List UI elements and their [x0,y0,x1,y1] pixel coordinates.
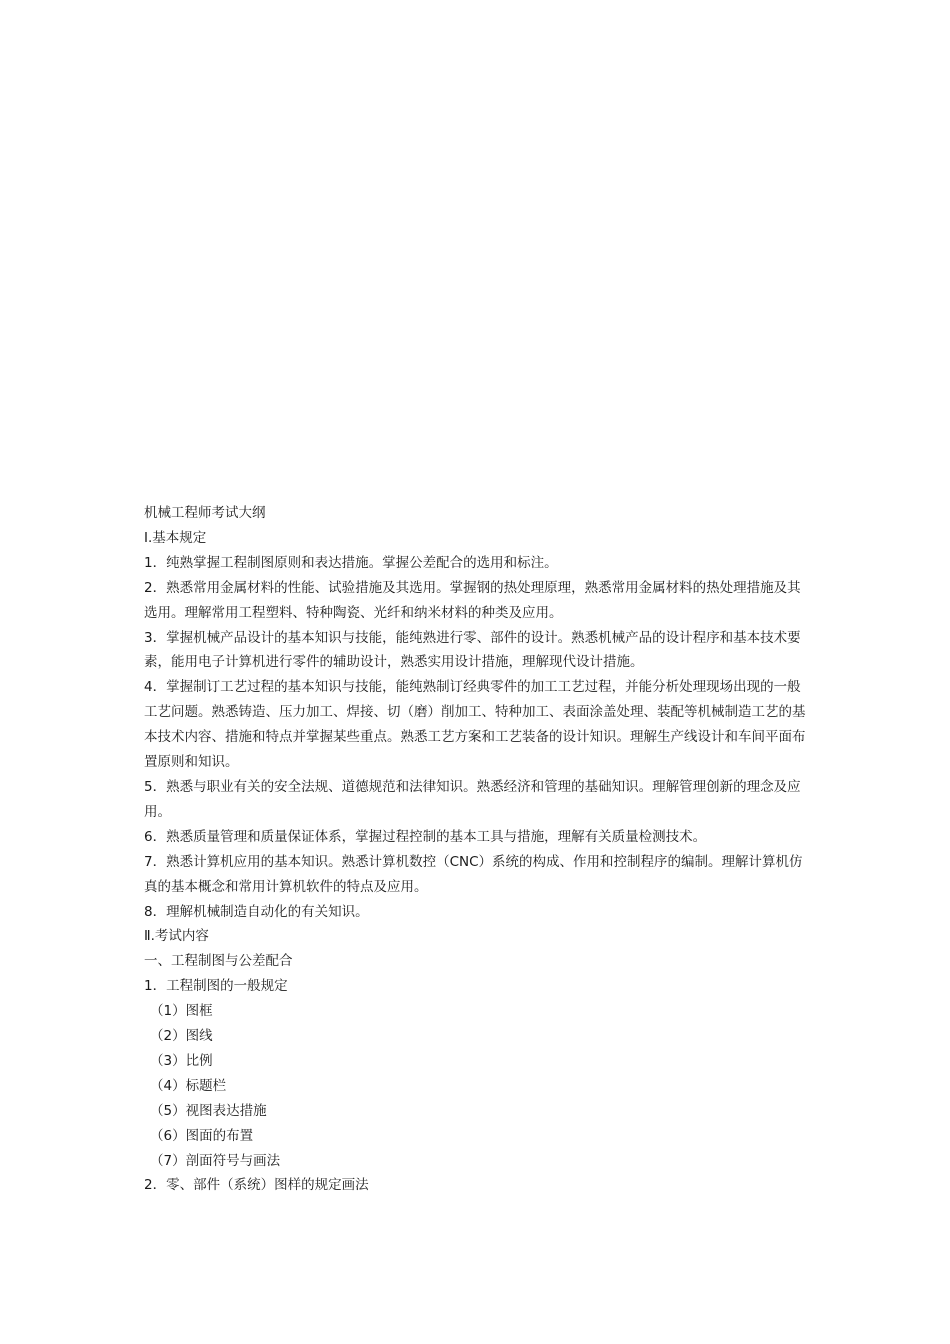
paragraph: 6．熟悉质量管理和质量保证体系，掌握过程控制的基本工具与措施，理解有关质量检测技术。 [144,828,707,845]
sub-list-item: （2）图线 [150,1028,213,1045]
section-heading: Ⅰ.基本规定 [144,529,207,546]
paragraph: 7．熟悉计算机应用的基本知识。熟悉计算机数控（CNC）系统的构成、作用和控制程序的编制。理解计算机仿真的基本概念和常用计算机软件的特点及应用。 [144,853,803,895]
sub-list-item: （3）比例 [150,1052,213,1069]
sub-list-item: （4）标题栏 [150,1077,227,1094]
sub-list-item: （1）图框 [150,1003,213,1020]
paragraph: 3．掌握机械产品设计的基本知识与技能，能纯熟进行零、部件的设计。熟悉机械产品的设计程序和基本技术要素，能用电子计算机进行零件的辅助设计，熟悉实用设计措施，理解现代设计措施。 [144,629,801,671]
paragraph: 5．熟悉与职业有关的安全法规、道德规范和法律知识。熟悉经济和管理的基础知识。理解管理创新的理念及应用。 [144,778,801,820]
section-heading: Ⅱ.考试内容 [144,928,209,945]
sub-list-item: （5）视图表达措施 [150,1102,267,1119]
sub-list-item: （7）剖面符号与画法 [150,1152,281,1169]
document-body [144,501,810,1198]
paragraph: 1．纯熟掌握工程制图原则和表达措施。掌握公差配合的选用和标注。 [144,554,558,571]
list-item: 2．零、部件（系统）图样的规定画法 [144,1177,369,1194]
paragraph: 4．掌握制订工艺过程的基本知识与技能，能纯熟制订经典零件的加工工艺过程，并能分析处理现场出现的一般工艺问题。熟悉铸造、压力加工、焊接、切（磨）削加工、特种加工、表面涂盖处理、装配等机械制造工艺的基本技术内容、措施和特点并掌握某些重点。熟悉工艺方案和工艺装备的设计知识。理解生产线设计和车间平面布置原则和知识。 [144,679,806,771]
paragraph: 2．熟悉常用金属材料的性能、试验措施及其选用。掌握钢的热处理原理，熟悉常用金属材料的热处理措施及其选用。理解常用工程塑料、特种陶瓷、光纤和纳米材料的种类及应用。 [144,579,801,621]
list-item: 1．工程制图的一般规定 [144,978,288,995]
paragraph: 8．理解机械制造自动化的有关知识。 [144,903,369,920]
sub-list-item: （6）图面的布置 [150,1127,254,1144]
subsection-heading: 一、工程制图与公差配合 [144,953,293,970]
document-title: 机械工程师考试大纲 [144,505,266,521]
